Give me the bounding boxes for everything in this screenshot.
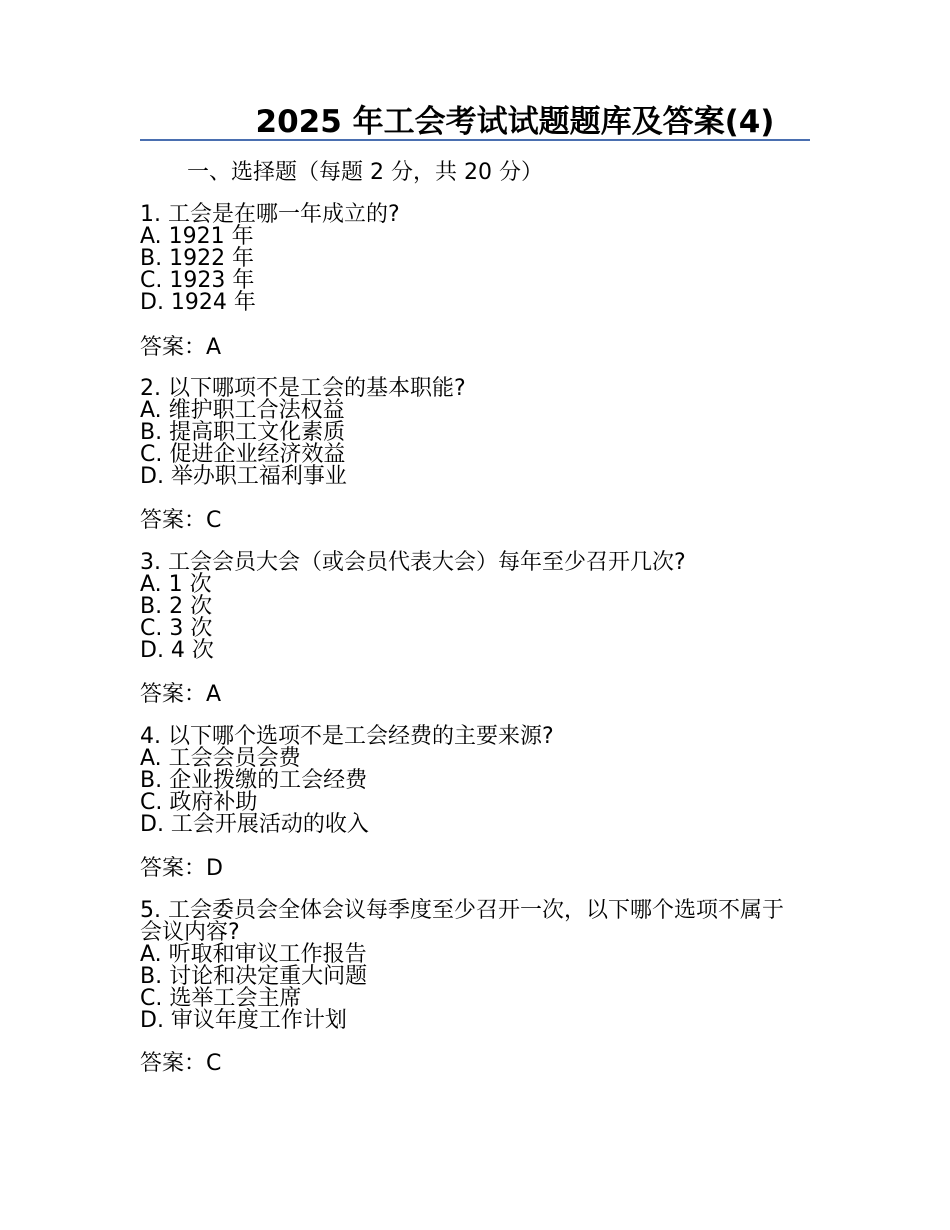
option-a: A. 工会会员会费 bbox=[140, 746, 301, 771]
option-a: A. 1 次 bbox=[140, 572, 212, 597]
option-c: C. 政府补助 bbox=[140, 790, 258, 815]
option-c: C. 促进企业经济效益 bbox=[140, 442, 346, 467]
section-heading: 一、选择题（每题 2 分，共 20 分） bbox=[187, 160, 543, 185]
option-d: D. 1924 年 bbox=[140, 290, 256, 315]
title-underline bbox=[140, 139, 810, 141]
option-b: B. 提高职工文化素质 bbox=[140, 420, 346, 445]
question-text: 2. 以下哪项不是工会的基本职能? bbox=[140, 376, 466, 401]
option-b: B. 企业拨缴的工会经费 bbox=[140, 768, 368, 793]
question-2 bbox=[140, 378, 810, 488]
question-5 bbox=[140, 900, 810, 1032]
answer-5: 答案：C bbox=[140, 1051, 222, 1076]
answer-1: 答案：A bbox=[140, 335, 222, 360]
option-b: B. 1922 年 bbox=[140, 246, 255, 271]
option-c: C. 1923 年 bbox=[140, 268, 255, 293]
question-1 bbox=[140, 204, 810, 314]
question-3 bbox=[140, 552, 810, 662]
document-title: 2025 年工会考试试题题库及答案(4) bbox=[255, 104, 775, 140]
option-d: D. 4 次 bbox=[140, 638, 214, 663]
question-text: 5. 工会委员会全体会议每季度至少召开一次，以下哪个选项不属于会议内容? bbox=[140, 898, 784, 945]
option-d: D. 工会开展活动的收入 bbox=[140, 812, 369, 837]
option-d: D. 举办职工福利事业 bbox=[140, 464, 347, 489]
option-a: A. 维护职工合法权益 bbox=[140, 398, 345, 423]
option-c: C. 选举工会主席 bbox=[140, 986, 302, 1011]
option-c: C. 3 次 bbox=[140, 616, 213, 641]
option-b: B. 2 次 bbox=[140, 594, 213, 619]
answer-2: 答案：C bbox=[140, 508, 222, 533]
answer-3: 答案：A bbox=[140, 682, 222, 707]
option-d: D. 审议年度工作计划 bbox=[140, 1008, 347, 1033]
question-4 bbox=[140, 726, 810, 836]
question-text: 3. 工会会员大会（或会员代表大会）每年至少召开几次? bbox=[140, 550, 686, 575]
option-b: B. 讨论和决定重大问题 bbox=[140, 964, 368, 989]
option-a: A. 1921 年 bbox=[140, 224, 254, 249]
option-a: A. 听取和审议工作报告 bbox=[140, 942, 367, 967]
question-text: 4. 以下哪个选项不是工会经费的主要来源? bbox=[140, 724, 554, 749]
question-text: 1. 工会是在哪一年成立的? bbox=[140, 202, 400, 227]
answer-4: 答案：D bbox=[140, 856, 223, 881]
